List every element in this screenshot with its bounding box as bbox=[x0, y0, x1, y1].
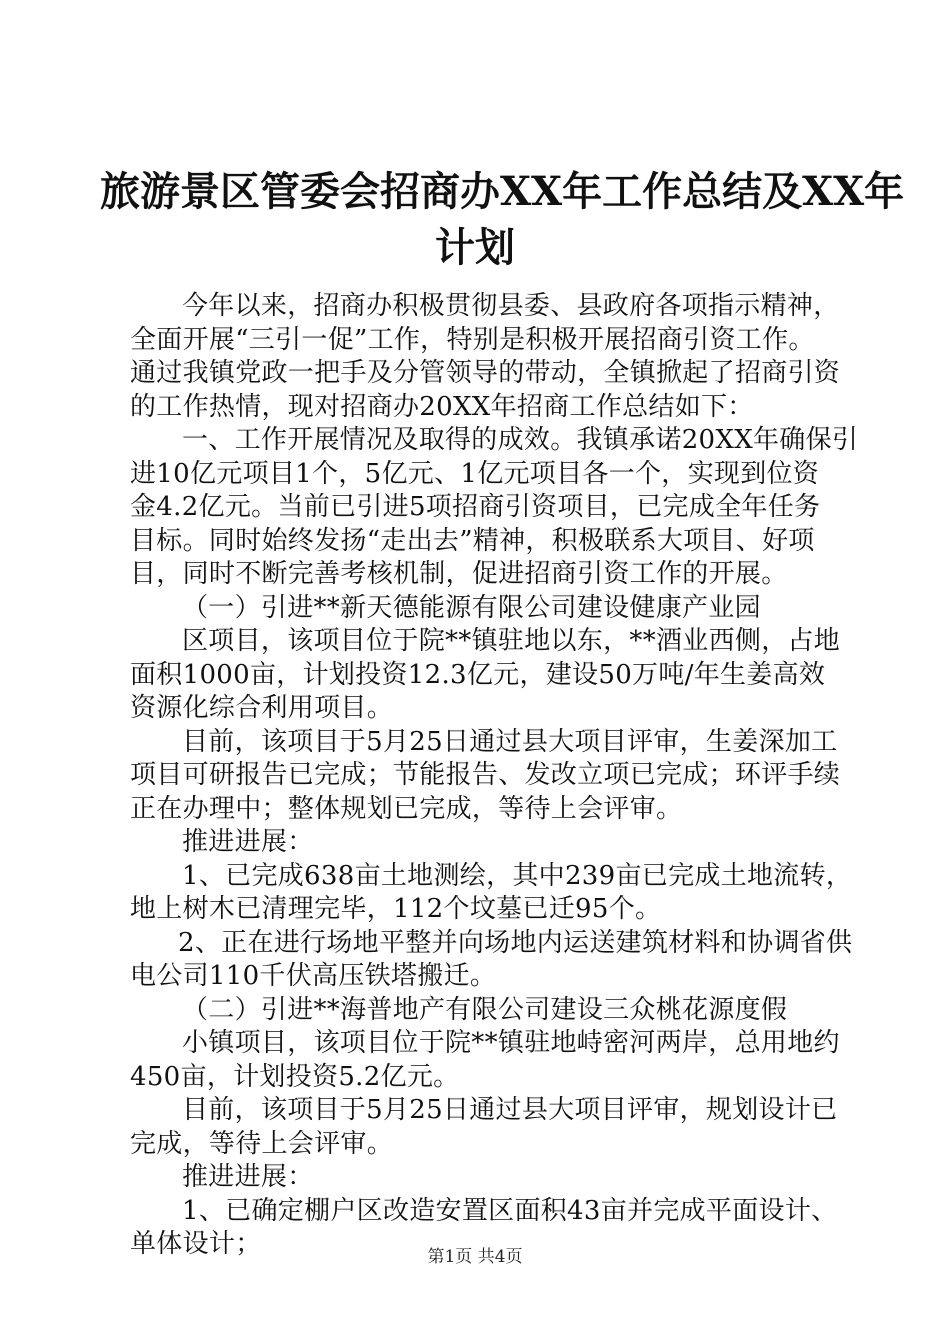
text-line: 金4.2亿元。当前已引进5项招商引资项目，已完成全年任务 bbox=[130, 492, 821, 522]
text-line: 推进进展： bbox=[182, 827, 314, 857]
text-line: 区项目，该项目位于院**镇驻地以东，**酒业西侧，占地 bbox=[182, 626, 841, 656]
text-line: 项目可研报告已完成；节能报告、发改立项已完成；环评手续 bbox=[130, 760, 841, 790]
text-line: 2、正在进行场地平整并向场地内运送建筑材料和协调省供 bbox=[178, 927, 853, 958]
text-line: 通过我镇党政一把手及分管领导的带动，全镇掀起了招商引资 bbox=[130, 358, 841, 388]
text-line: 1、已完成638亩土地测绘，其中239亩已完成土地流转， bbox=[182, 860, 853, 891]
text-line: （一）引进**新天德能源有限公司建设健康产业园 bbox=[182, 592, 761, 623]
text-line: 一、工作开展情况及取得的成效。我镇承诺20XX年确保引 bbox=[182, 425, 859, 455]
text-line: 资源化综合利用项目。 bbox=[130, 693, 394, 723]
text-line: 小镇项目，该项目位于院**镇驻地峙密河两岸，总用地约 bbox=[182, 1028, 840, 1058]
text-line: 目前，该项目于5月25日通过县大项目评审，规划设计已 bbox=[182, 1095, 838, 1125]
text-line: （二）引进**海普地产有限公司建设三众桃花源度假 bbox=[182, 994, 788, 1025]
document-title-line-2: 计划 bbox=[435, 224, 515, 271]
text-line: 推进进展： bbox=[182, 1162, 314, 1192]
text-line: 完成，等待上会评审。 bbox=[130, 1128, 394, 1159]
text-line: 单体设计； bbox=[130, 1229, 262, 1259]
text-line: 进10亿元项目1个，5亿元、1亿元项目各一个，实现到位资 bbox=[130, 458, 820, 489]
text-line: 今年以来，招商办积极贯彻县委、县政府各项指示精神， bbox=[182, 291, 840, 321]
text-line: 目前，该项目于5月25日通过县大项目评审，生姜深加工 bbox=[182, 726, 838, 757]
text-line: 450亩，计划投资5.2亿元。 bbox=[130, 1061, 460, 1092]
text-line: 1、已确定棚户区改造安置区面积43亩并完成平面设计、 bbox=[182, 1195, 838, 1226]
text-line: 目，同时不断完善考核机制，促进招商引资工作的开展。 bbox=[130, 559, 788, 589]
text-line: 正在办理中；整体规划已完成，等待上会评审。 bbox=[130, 793, 683, 824]
text-line: 的工作热情，现对招商办20XX年招商工作总结如下： bbox=[130, 391, 754, 422]
document-title-line-1: 旅游景区管委会招商办XX年工作总结及XX年 bbox=[100, 168, 905, 215]
text-line: 目标。同时始终发扬“走出去”精神，积极联系大项目、好项 bbox=[130, 525, 815, 556]
page-footer: 第1页 共4页 bbox=[427, 1247, 523, 1267]
text-line: 全面开展“三引一促”工作，特别是积极开展招商引资工作。 bbox=[130, 324, 815, 355]
text-line: 电公司110千伏高压铁塔搬迁。 bbox=[130, 961, 497, 991]
text-line: 地上树木已清理完毕，112个坟墓已迁95个。 bbox=[130, 894, 662, 924]
text-line: 面积1000亩，计划投资12.3亿元，建设50万吨/年生姜高效 bbox=[130, 659, 826, 690]
document-body bbox=[130, 290, 859, 1262]
